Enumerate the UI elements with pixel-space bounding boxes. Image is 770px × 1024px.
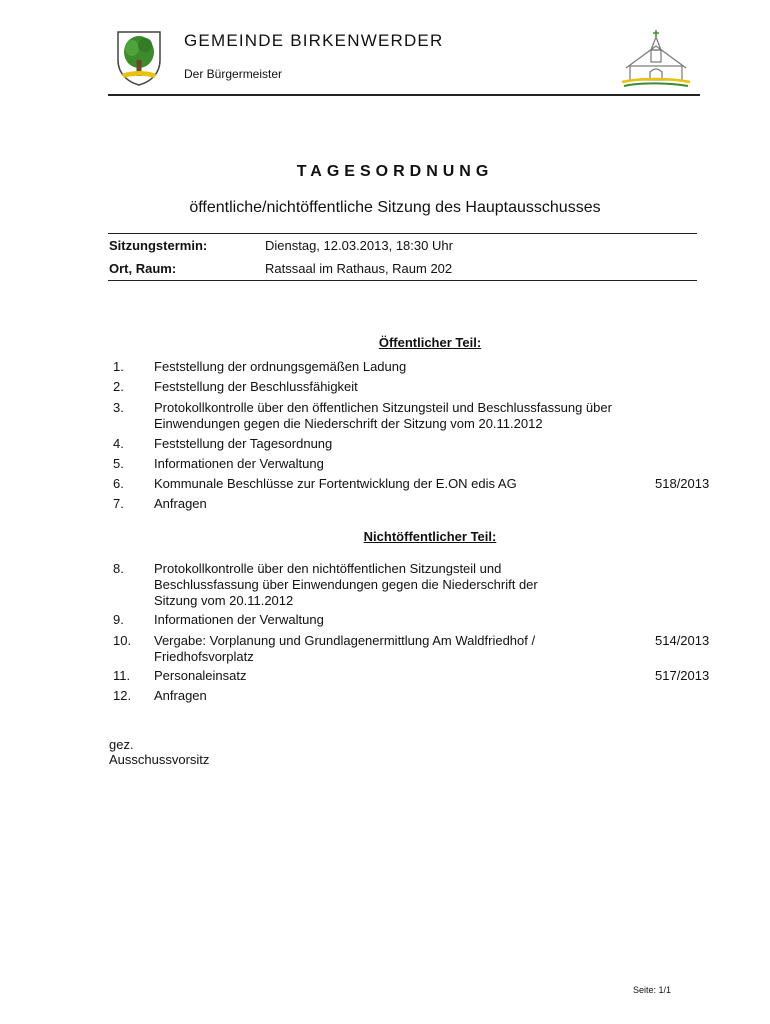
agenda-item-reference: 517/2013: [655, 668, 710, 683]
church-drawing-icon: [620, 28, 692, 90]
agenda-item-text: Vergabe: Vorplanung und Grundlagenermittlung Am Waldfriedhof / Friedhofsvorplatz: [154, 633, 536, 664]
coat-of-arms-tree-icon: [116, 30, 162, 86]
signature-committee-chair: Ausschussvorsitz: [109, 752, 210, 767]
municipality-name: GEMEINDE BIRKENWERDER: [184, 31, 444, 50]
agenda-item-text: Protokollkontrolle über den nichtöffentlichen Sitzungsteil und Beschlussfassung über Einwendungen gegen die Niederschrift der Sitzung vom 20.11.2012: [154, 561, 538, 608]
agenda-item-text: Personaleinsatz: [154, 668, 247, 683]
agenda-item-number: 4.: [113, 436, 124, 451]
agenda-item-number: 1.: [113, 359, 124, 374]
agenda-item-text: Anfragen: [154, 496, 207, 511]
meeting-date-label: Sitzungstermin:: [109, 238, 208, 253]
mayor-label: Der Bürgermeister: [184, 67, 283, 81]
info-bottom-rule: [108, 280, 697, 281]
agenda-item-number: 10.: [113, 633, 132, 648]
page-number: Seite: 1/1: [633, 985, 672, 995]
agenda-item-text: Feststellung der ordnungsgemäßen Ladung: [154, 359, 407, 374]
agenda-item-text: Informationen der Verwaltung: [154, 612, 324, 627]
document-subtitle: öffentliche/nichtöffentliche Sitzung des Hauptausschusses: [189, 199, 601, 216]
agenda-item-number: 9.: [113, 612, 124, 627]
agenda-item-text: Feststellung der Beschlussfähigkeit: [154, 379, 358, 394]
agenda-item-reference: 514/2013: [655, 633, 710, 648]
meeting-date-value: Dienstag, 12.03.2013, 18:30 Uhr: [265, 238, 453, 253]
agenda-item-number: 6.: [113, 476, 124, 491]
agenda-item-reference: 518/2013: [655, 476, 710, 491]
header-divider: [108, 94, 700, 96]
agenda-item-text: Informationen der Verwaltung: [154, 456, 324, 471]
agenda-item-text: Anfragen: [154, 688, 207, 703]
meeting-location-label: Ort, Raum:: [109, 261, 177, 276]
agenda-item-text: Protokollkontrolle über den öffentlichen Sitzungsteil und Beschlussfassung über Einwendungen gegen die Niederschrift der Sitzung vom 20.11.2012: [154, 400, 612, 431]
info-top-rule: [108, 233, 697, 234]
public-part-heading: Öffentlicher Teil:: [378, 335, 482, 350]
document-title: TAGESORDNUNG: [296, 163, 494, 180]
agenda-item-number: 7.: [113, 496, 124, 511]
agenda-item-number: 5.: [113, 456, 124, 471]
private-part-heading: Nichtöffentlicher Teil:: [363, 529, 497, 544]
agenda-item-number: 8.: [113, 561, 124, 576]
agenda-item-number: 12.: [113, 688, 132, 703]
agenda-item-text: Kommunale Beschlüsse zur Fortentwicklung der E.ON edis AG: [154, 476, 517, 491]
agenda-item-number: 11.: [113, 668, 131, 683]
agenda-item-number: 3.: [113, 400, 124, 415]
meeting-location-value: Ratssaal im Rathaus, Raum 202: [265, 261, 453, 276]
agenda-item-text: Feststellung der Tagesordnung: [154, 436, 333, 451]
signature-gez: gez.: [109, 737, 134, 752]
agenda-item-number: 2.: [113, 379, 124, 394]
